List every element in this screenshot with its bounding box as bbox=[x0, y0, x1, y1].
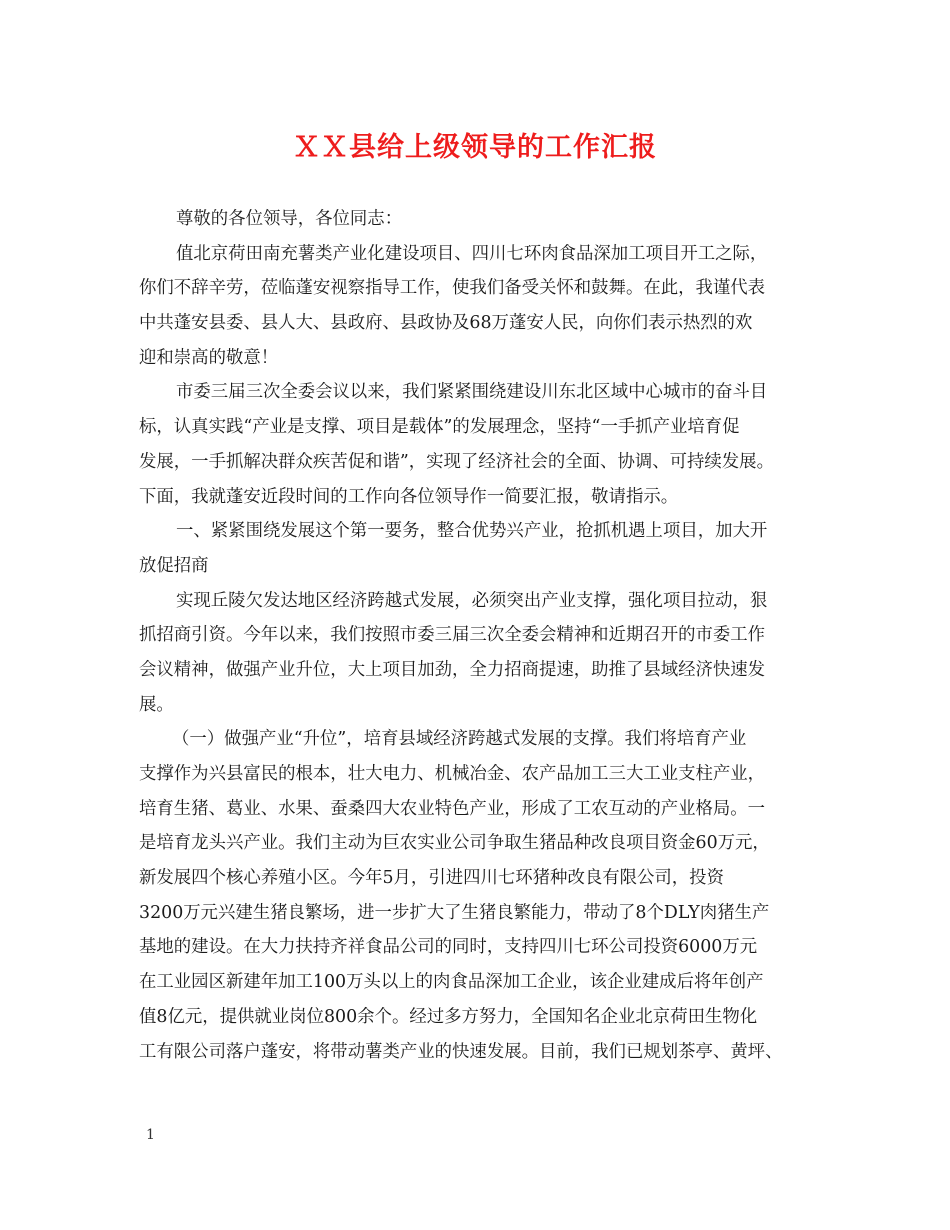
subsection-line: （一）做强产业“升位”，培育县域经济跨越式发展的支撑。我们将培育产业 bbox=[172, 729, 747, 750]
body-line: 你们不辞辛劳，莅临蓬安视察指导工作，使我们备受关怀和鼓舞。在此，我谨代表 bbox=[139, 278, 766, 299]
body-line: 展。 bbox=[139, 694, 174, 715]
body-line: 市委三届三次全委会议以来，我们紧紧围绕建设川东北区域中心城市的奋斗目 bbox=[176, 382, 768, 403]
body-line: 值8亿元，提供就业岗位800余个。经过多方努力，全国知名企业北京荷田生物化 bbox=[139, 1006, 758, 1027]
body-line: 基地的建设。在大力扶持齐祥食品公司的同时，支持四川七环公司投资6000万元 bbox=[139, 937, 758, 958]
body-line: 3200万元兴建生猪良繁场，进一步扩大了生猪良繁能力，带动了8个DLY肉猪生产 bbox=[139, 902, 770, 923]
body-line: 支撑作为兴县富民的根本，壮大电力、机械冶金、农产品加工三大工业支柱产业， bbox=[139, 764, 766, 784]
body-line: 中共蓬安县委、县人大、县政府、县政协及68万蓬安人民，向你们表示热烈的欢 bbox=[139, 313, 753, 334]
body-line: 会议精神，做强产业升位，大上项目加劲，全力招商提速，助推了县域经济快速发 bbox=[139, 659, 766, 680]
body-line: 值北京荷田南充薯类产业化建设项目、四川七环肉食品深加工项目开工之际， bbox=[176, 243, 768, 264]
salutation-line: 尊敬的各位领导，各位同志： bbox=[176, 209, 403, 229]
body-line: 迎和崇高的敬意！ bbox=[139, 347, 279, 368]
body-line: 培育生猪、葛业、水果、蚕桑四大农业特色产业，形成了工农互动的产业格局。一 bbox=[139, 798, 766, 819]
section-heading-line: 放促招商 bbox=[139, 555, 209, 576]
body-line: 新发展四个核心养殖小区。今年5月，引进四川七环猪种改良有限公司，投资 bbox=[139, 868, 724, 889]
body-line: 在工业园区新建年加工100万头以上的肉食品深加工企业，该企业建成后将年创产 bbox=[139, 972, 764, 993]
document-body bbox=[139, 202, 815, 1069]
page-number: 1 bbox=[146, 1127, 155, 1143]
body-line: 标，认真实践“产业是支撑、项目是载体”的发展理念，坚持“一手抓产业培育促 bbox=[139, 417, 740, 438]
body-line: 下面，我就蓬安近段时间的工作向各位领导作一简要汇报，敬请指示。 bbox=[139, 486, 679, 507]
body-line: 实现丘陵欠发达地区经济跨越式发展，必须突出产业支撑，强化项目拉动，狠 bbox=[176, 590, 768, 611]
body-line: 发展，一手抓解决群众疾苦促和谐”，实现了经济社会的全面、协调、可持续发展。 bbox=[139, 451, 774, 472]
section-heading-line: 一、紧紧围绕发展这个第一要务，整合优势兴产业，抢抓机遇上项目，加大开 bbox=[176, 521, 768, 542]
document-title: ＸＸ县给上级领导的工作汇报 bbox=[293, 132, 657, 163]
body-line: 工有限公司落户蓬安，将带动薯类产业的快速发展。目前，我们已规划茶亭、黄坪、 bbox=[139, 1041, 783, 1062]
body-line: 是培育龙头兴产业。我们主动为巨农实业公司争取生猪品种改良项目资金60万元， bbox=[139, 833, 770, 854]
body-line: 抓招商引资。今年以来，我们按照市委三届三次全委会精神和近期召开的市委工作 bbox=[139, 625, 766, 646]
